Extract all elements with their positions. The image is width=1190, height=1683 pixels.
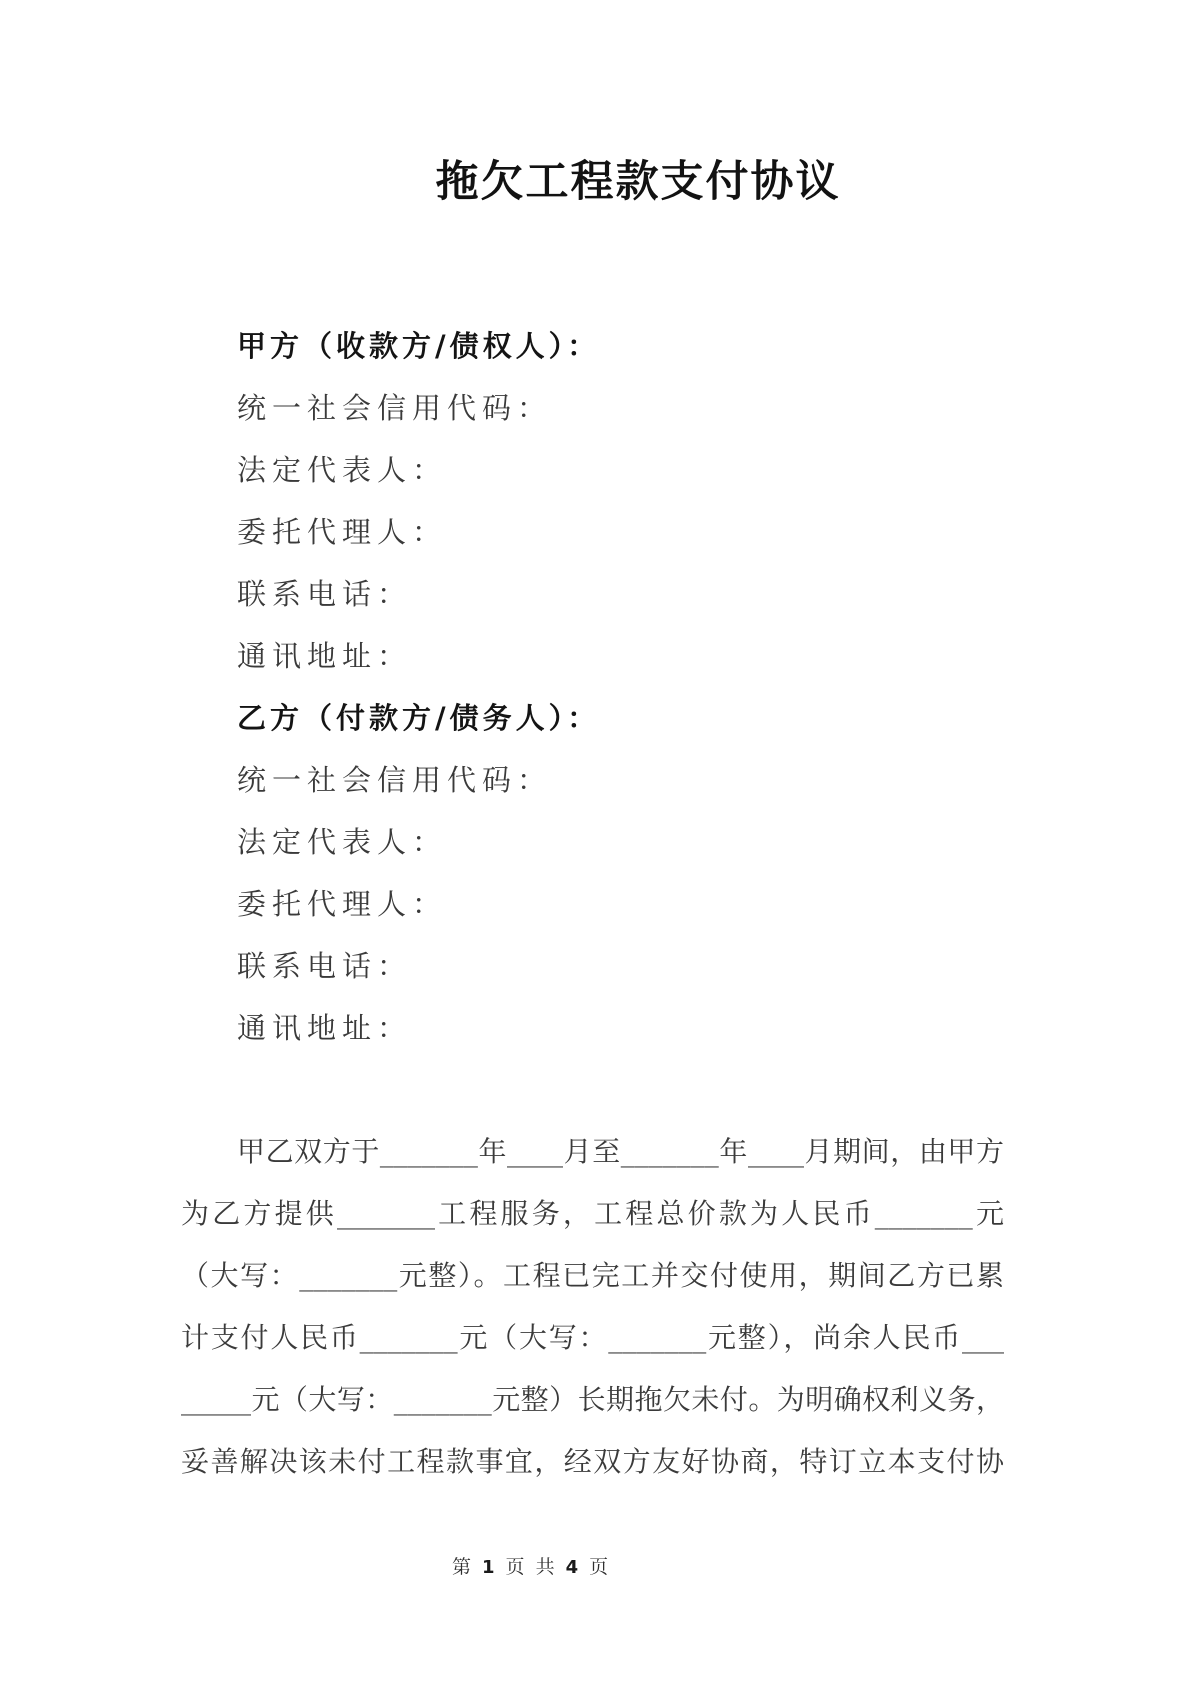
body-paragraph <box>181 1121 1004 1493</box>
spacer-line <box>181 1059 1004 1121</box>
party-a-authorized-agent-label: 委托代理人： <box>237 515 448 549</box>
party-a-legal-representative-label: 法定代表人： <box>237 453 448 487</box>
party-b-heading: 乙方（付款方/债务人）： <box>237 701 601 735</box>
current-page-number: 1 <box>482 1557 495 1578</box>
party-a-address-label: 通讯地址： <box>237 639 413 673</box>
party-b-authorized-agent-label: 委托代理人： <box>237 887 448 921</box>
party-b-legal-representative-label: 法定代表人： <box>237 825 448 859</box>
footer-prefix-label: 第 <box>452 1556 472 1578</box>
footer-pages-label: 页 <box>505 1556 525 1578</box>
footer-total-label: 共 <box>535 1556 555 1578</box>
paragraph-line-2: 为乙方提供_______工程服务，工程总价款为人民币_______元 <box>181 1197 1004 1230</box>
party-a-credit-code-label: 统一社会信用代码： <box>237 391 553 425</box>
footer-suffix-label: 页 <box>589 1556 609 1578</box>
paragraph-line-4: 计支付人民币_______元（大写：_______元整），尚余人民币___ <box>181 1321 1004 1354</box>
total-pages-number: 4 <box>565 1557 579 1578</box>
party-b-credit-code-label: 统一社会信用代码： <box>237 763 553 797</box>
party-a-phone-label: 联系电话： <box>237 577 413 611</box>
document-body <box>0 218 1190 1493</box>
page-footer <box>452 1553 608 1582</box>
paragraph-line-3: （大写：_______元整）。工程已完工并交付使用，期间乙方已累 <box>181 1259 1004 1292</box>
party-b-phone-label: 联系电话： <box>237 949 413 983</box>
paragraph-line-1: 甲乙双方于_______年____月至_______年____月期间，由甲方 <box>237 1135 1004 1168</box>
party-b-address-label: 通讯地址： <box>237 1011 413 1045</box>
paragraph-line-5: _____元（大写：_______元整）长期拖欠未付。为明确权利义务， <box>181 1383 1004 1416</box>
page-title: 拖欠工程款支付协议 <box>435 157 841 207</box>
paragraph-line-6: 妥善解决该未付工程款事宜，经双方友好协商，特订立本支付协 <box>181 1445 1004 1478</box>
party-a-heading: 甲方（收款方/债权人）： <box>237 329 601 363</box>
